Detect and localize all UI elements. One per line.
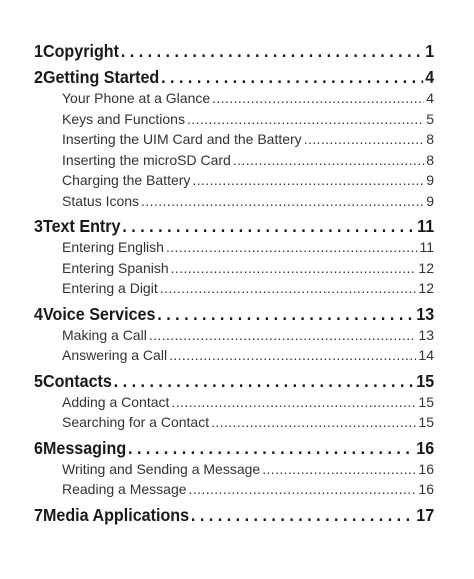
chapter-title: Text Entry (42, 216, 121, 236)
chapter-number: 2 (34, 67, 43, 87)
section-title: Entering English (62, 239, 164, 255)
section-title: Status Icons (62, 192, 140, 209)
toc-chapter-messaging[interactable] (34, 437, 434, 459)
dot-leader (187, 109, 424, 130)
dot-leader (157, 303, 414, 325)
section-page-number: 9 (426, 172, 434, 188)
chapter-page-number: 15 (416, 370, 435, 391)
dot-leader (212, 88, 424, 109)
toc-section-entering-spanish[interactable] (34, 258, 434, 279)
toc-section-making-a-call[interactable] (34, 325, 434, 346)
toc-section-keys-and-functions[interactable] (34, 109, 434, 130)
toc-section-writing-and-sending[interactable] (34, 459, 434, 480)
chapter-number: 7 (34, 504, 43, 525)
chapter-number: 4 (34, 303, 43, 324)
dot-leader (128, 437, 414, 459)
chapter-title: Messaging (42, 437, 127, 458)
section-title: Reading a Message (62, 481, 187, 497)
dot-leader (192, 170, 424, 191)
section-page-number: 13 (418, 326, 434, 343)
section-title: Writing and Sending a Message (62, 460, 261, 477)
section-page-number: 4 (426, 90, 434, 106)
chapter-title: Media Applications (42, 504, 190, 525)
section-title: Inserting the microSD Card (62, 151, 231, 168)
toc-section-entering-a-digit[interactable] (34, 278, 434, 299)
dot-leader (160, 278, 417, 299)
dot-leader (121, 40, 424, 62)
toc-chapter-voice-services[interactable] (34, 303, 434, 325)
dot-leader (161, 66, 423, 88)
toc-section-status-icons[interactable] (34, 191, 434, 212)
chapter-number: 5 (34, 370, 43, 391)
chapter-number: 1 (34, 41, 43, 61)
dot-leader (191, 504, 415, 526)
section-page-number: 11 (419, 239, 434, 255)
dot-leader (171, 258, 417, 279)
section-page-number: 15 (418, 393, 434, 410)
dot-leader (233, 150, 424, 171)
section-title: Answering a Call (62, 347, 168, 363)
section-page-number: 9 (426, 192, 434, 209)
dot-leader (169, 345, 416, 366)
toc-section-searching-for-a-contact[interactable] (34, 412, 434, 433)
section-page-number: 12 (418, 259, 434, 276)
toc-chapter-text-entry[interactable] (34, 215, 434, 237)
section-page-number: 5 (426, 110, 434, 127)
chapter-page-number: 17 (416, 504, 435, 525)
dot-leader (122, 215, 415, 237)
section-title: Keys and Functions (62, 110, 185, 127)
table-of-contents (34, 40, 434, 526)
dot-leader (262, 459, 416, 480)
section-page-number: 15 (418, 414, 434, 430)
dot-leader (114, 370, 415, 392)
section-title: Inserting the UIM Card and the Battery (62, 131, 302, 147)
section-title: Entering Spanish (62, 259, 169, 276)
chapter-page-number: 13 (416, 303, 435, 324)
section-page-number: 8 (426, 131, 434, 147)
dot-leader (189, 479, 417, 500)
toc-chapter-getting-started[interactable] (34, 66, 434, 88)
dot-leader (141, 191, 424, 212)
chapter-page-number: 16 (416, 437, 435, 458)
section-page-number: 16 (418, 481, 434, 497)
section-page-number: 16 (418, 460, 434, 477)
toc-chapter-contacts[interactable] (34, 370, 434, 392)
dot-leader (211, 412, 416, 433)
toc-section-entering-english[interactable] (34, 237, 434, 258)
section-title: Searching for a Contact (62, 414, 210, 430)
toc-chapter-media-applications[interactable] (34, 504, 434, 526)
chapter-title: Copyright (42, 41, 119, 61)
chapter-title: Contacts (42, 370, 112, 391)
section-title: Charging the Battery (62, 172, 191, 188)
chapter-page-number: 1 (425, 41, 435, 61)
toc-section-your-phone-at-a-glance[interactable] (34, 88, 434, 109)
section-page-number: 8 (426, 151, 434, 168)
toc-section-answering-a-call[interactable] (34, 345, 434, 366)
dot-leader (149, 325, 417, 346)
chapter-page-number: 11 (417, 216, 435, 236)
section-title: Your Phone at a Glance (62, 90, 211, 106)
chapter-number: 3 (34, 216, 43, 236)
dot-leader (166, 237, 418, 258)
toc-section-charging-the-battery[interactable] (34, 170, 434, 191)
section-page-number: 14 (418, 347, 434, 363)
section-page-number: 12 (418, 280, 434, 296)
section-title: Making a Call (62, 326, 147, 343)
chapter-title: Getting Started (42, 67, 160, 87)
toc-chapter-copyright[interactable] (34, 40, 434, 62)
chapter-page-number: 4 (425, 67, 435, 87)
toc-section-reading-a-message[interactable] (34, 479, 434, 500)
section-title: Entering a Digit (62, 280, 158, 296)
dot-leader (304, 129, 425, 150)
toc-section-adding-a-contact[interactable] (34, 392, 434, 413)
section-title: Adding a Contact (62, 393, 170, 410)
chapter-title: Voice Services (42, 303, 156, 324)
chapter-number: 6 (34, 437, 43, 458)
toc-section-inserting-microsd-card[interactable] (34, 150, 434, 171)
toc-section-inserting-uim-card[interactable] (34, 129, 434, 150)
dot-leader (171, 392, 416, 413)
